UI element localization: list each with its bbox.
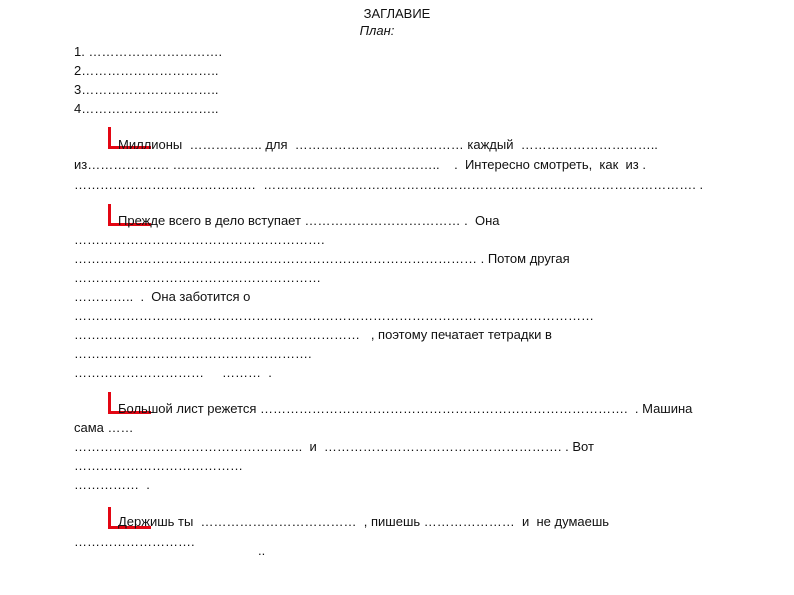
p3-line-5: …………… . <box>74 477 150 492</box>
p2-line-3: ………………………………………………………………………………… . Потом другая <box>74 251 570 266</box>
p2-line-1: Прежде всего в дело вступает ……………………………… . Она <box>118 213 500 228</box>
p3-line-2: сама …… <box>74 420 134 435</box>
plan-item-4: 4………………………….. <box>74 101 219 116</box>
p4-line-2: ………………………. <box>74 534 195 549</box>
p4-line-3: .. <box>258 543 266 558</box>
p2-line-5: ………….. . Она заботится о <box>74 289 251 304</box>
p1-line-3: …………………………………… ………………………………………………………………………………………. . <box>74 177 704 192</box>
doc-subtitle: План: <box>359 23 395 38</box>
p2-line-2: …………………………………………………. <box>74 232 325 247</box>
p2-line-4: ………………………………………………… <box>74 270 321 285</box>
plan-item-1: 1. …………………………. <box>74 44 223 59</box>
plan-item-2: 2………………………….. <box>74 63 219 78</box>
p4-line-1: Держишь ты ……………………………… , пишешь ………………… и не думаешь <box>118 514 610 529</box>
p2-line-7: ………………………………………………………… , поэтому печатает тетрадки в <box>74 327 552 342</box>
p3-line-4: ………………………………… <box>74 458 243 473</box>
p2-line-9: ………………………… ……… . <box>74 365 272 380</box>
p1-line-2: из………………. …………………………………………………….. . Интересно смотреть, как из . <box>74 157 646 172</box>
p3-line-1: Большой лист режется …………………………………………………………………………. . Машина <box>118 401 693 416</box>
doc-title: ЗАГЛАВИЕ <box>363 6 431 21</box>
p3-line-3: …………………………………………….. и ………………………………………………. . Вот <box>74 439 594 454</box>
p2-line-6: ………………………………………………………………………………………………………… <box>74 308 594 323</box>
p1-line-1: Миллионы …………….. для ………………………………… каждый ………………………….. <box>118 137 658 152</box>
plan-item-3: 3………………………….. <box>74 82 219 97</box>
p2-line-8: ………………………………………………. <box>74 346 312 361</box>
